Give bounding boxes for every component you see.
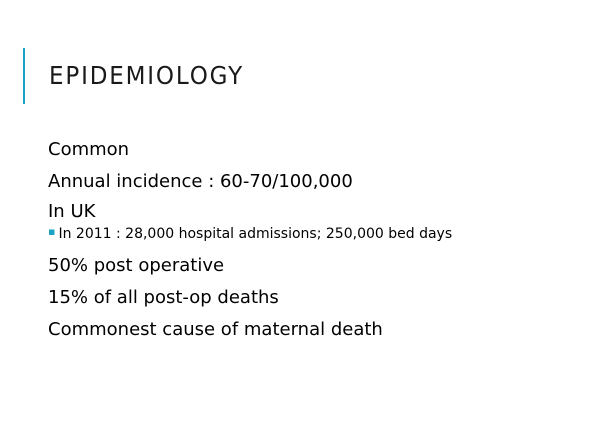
bullet-maternal-death: Commonest cause of maternal death bbox=[48, 319, 383, 340]
slide-body bbox=[48, 138, 588, 342]
title-accent-bar bbox=[23, 48, 25, 104]
sub-bullet-marker-icon: ▪ bbox=[48, 225, 56, 238]
bullet-post-operative: 50% post operative bbox=[48, 255, 225, 276]
bullet-annual-incidence: Annual incidence : 60-70/100,000 bbox=[48, 171, 353, 192]
sub-bullet-2011-admissions bbox=[48, 224, 588, 244]
bullet-common: Common bbox=[48, 139, 130, 160]
bullet-post-op-deaths: 15% of all post-op deaths bbox=[48, 287, 279, 308]
bullet-in-uk: In UK bbox=[48, 201, 96, 222]
sub-bullet-text: In 2011 : 28,000 hospital admissions; 250,000 bed days bbox=[58, 226, 453, 242]
slide-title: EPIDEMIOLOGY bbox=[49, 61, 245, 90]
